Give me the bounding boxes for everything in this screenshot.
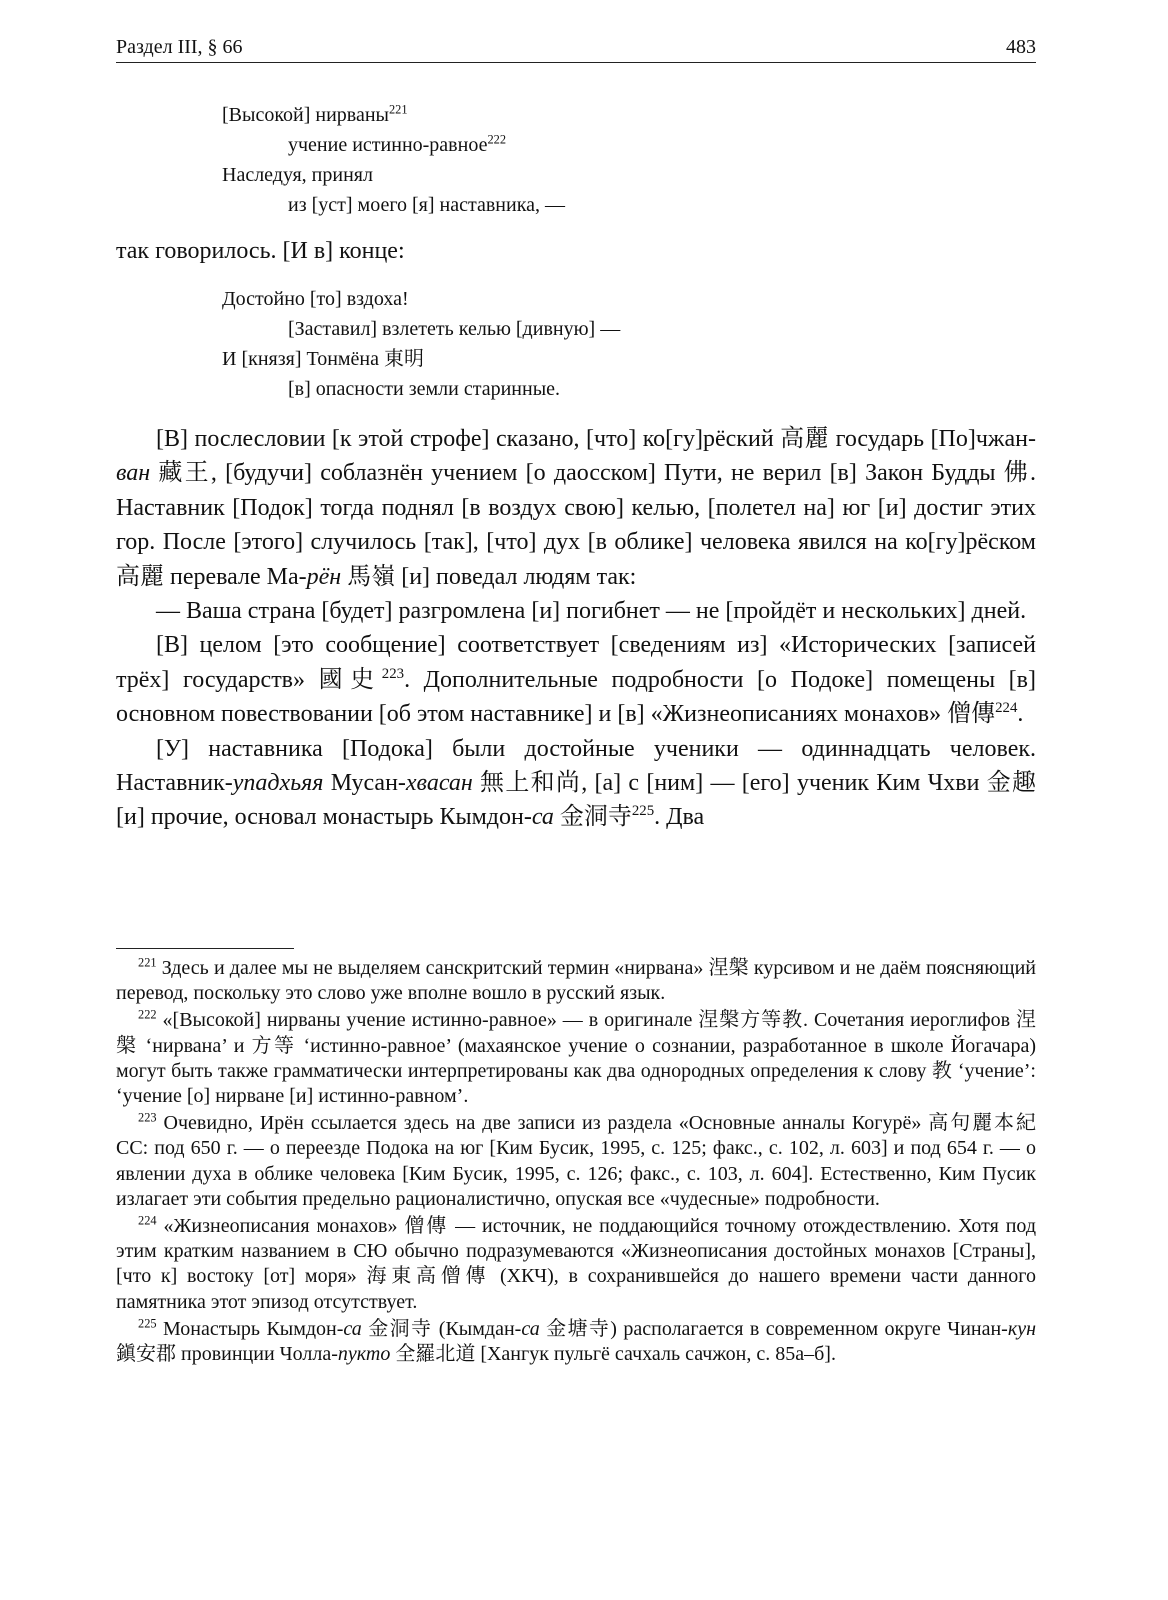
verse-1-line-4: из [уст] моего [я] наставника, — [288,194,566,216]
paragraph-3: [В] целом [это сообщение] соответствует [сведениям из] «Исторических [записей трёх] государств» 國史$^{223}$. Дополнительные подробности [о Подоке] помещены [в] основном повествовании [об этом наставнике] и [в] «Жизнеописаниях монахов» 僧傳$^{224}$. [116,632,1036,728]
paragraph-2: — Ваша страна [будет] разгромлена [и] погибнет — не [пройдёт и нескольких] дней. [156,598,1027,625]
running-header [116,36,1036,63]
footnote-223: $^{223}$ Очевидно, Ирён ссылается здесь на две записи из раздела «Основные анналы Когурё» 高句麗本紀 СС: под 650 г. — о переезде Подока на юг [Ким Бусик, 1995, с. 125; факс., с. 102, л. 603] и под 654 г. — о явлении духа в облике человека [Ким Бусик, 1995, с. 126; факс., с. 103, л. 604]. Естественно, Ким Пусик излагает эти события предельно рационалистично, опуская все «чудесные» подробности. [116,1110,1036,1210]
paragraph-1: [В] послесловии [к этой строфе] сказано, [что] ко[гу]рёский 高麗 государь [По]чжан-ван 藏王, [будучи] соблазнён учением [о даосском] Пути, не верил [в] Закон Будды 佛. Наставник [Подок] тогда поднял [в воздух свою] келью, [полетел на] юг [и] достиг этих гор. После [этого] случилось [так], [что] дух [в облике] человека явился на ко[гу]рёском 高麗 перевале Ма-рён 馬嶺 [и] поведал людям так: [116,426,1036,590]
verse-2-line-4: [в] опасности земли старинные. [288,378,561,400]
main-text [116,422,1036,835]
verse-2-line-1: Достойно [то] вздоха! [222,288,409,310]
verse-1-line-3: Наследуя, принял [222,164,373,186]
footnotes [116,956,1036,1369]
paragraph-4: [У] наставника [Подока] были достойные ученики — одиннадцать человек. Наставник-упадхьяя Мусан-хвасан 無上和尚, [а] с [ним] — [его] ученик Ким Чхви 金趣 [и] прочие, основал монастырь Кымдон-са 金洞寺$^{225}$. Два [116,735,1036,831]
verse-2-line-2: [Заставил] взлететь келью [дивную] — [288,318,621,340]
footnote-225: $^{225}$ Монастырь Кымдон-са 金洞寺 (Кымдан-са 金塘寺) располагается в современном округе Чинан-кун 鎭安郡 провинции Чолла-пукто 全羅北道 [Хангук пульгё сачхаль сачжон, с. 85а–б]. [116,1316,1036,1366]
footnote-222: $^{222}$ «[Высокой] нирваны учение истинно-равное» — в оригинале 涅槃方等教. Сочетания иероглифов 涅槃 ‘нирвана’ и 方等 ‘истинно-равное’ (махаянское учение о сознании, разработанное в школе Йогачара) могут быть также грамматически интерпретированы как два однородных определения к слову 教 ‘учение’: ‘учение [о] нирване [и] истинно-равном’. [116,1007,1036,1108]
verse-block-1 [0,100,565,220]
footnote-224: $^{224}$ «Жизнеописания монахов» 僧傳 — источник, не поддающийся точному отождествлению. Хотя под этим кратким названием в СЮ обычно подразумеваются «Жизнеописания достойных монахов [Страны], [что к] востоку [от] моря» 海東高僧傳 (ХКЧ), в сохранившейся до нашего времени части данного памятника этот эпизод отсутствует. [116,1213,1036,1313]
verse-2-line-3: И [князя] Тонмёна 東明 [222,348,425,370]
footnote-221: $^{221}$ Здесь и далее мы не выделяем санскритский термин «нирвана» 涅槃 курсивом и не даём поясняющий перевод, поскольку это слово уже вполне вошло в русский язык. [116,955,1036,1005]
transition-line: так говорилось. [И в] конце: [116,238,405,264]
verse-1-line-2: учение истинно-равное$^{222}$ [288,132,507,156]
verse-1-line-1: [Высокой] нирваны$^{221}$ [222,102,408,126]
page-number: 483 [1006,36,1036,58]
footnote-separator [116,948,294,949]
verse-block-2 [0,284,620,404]
section-title: Раздел III, § 66 [116,36,243,58]
